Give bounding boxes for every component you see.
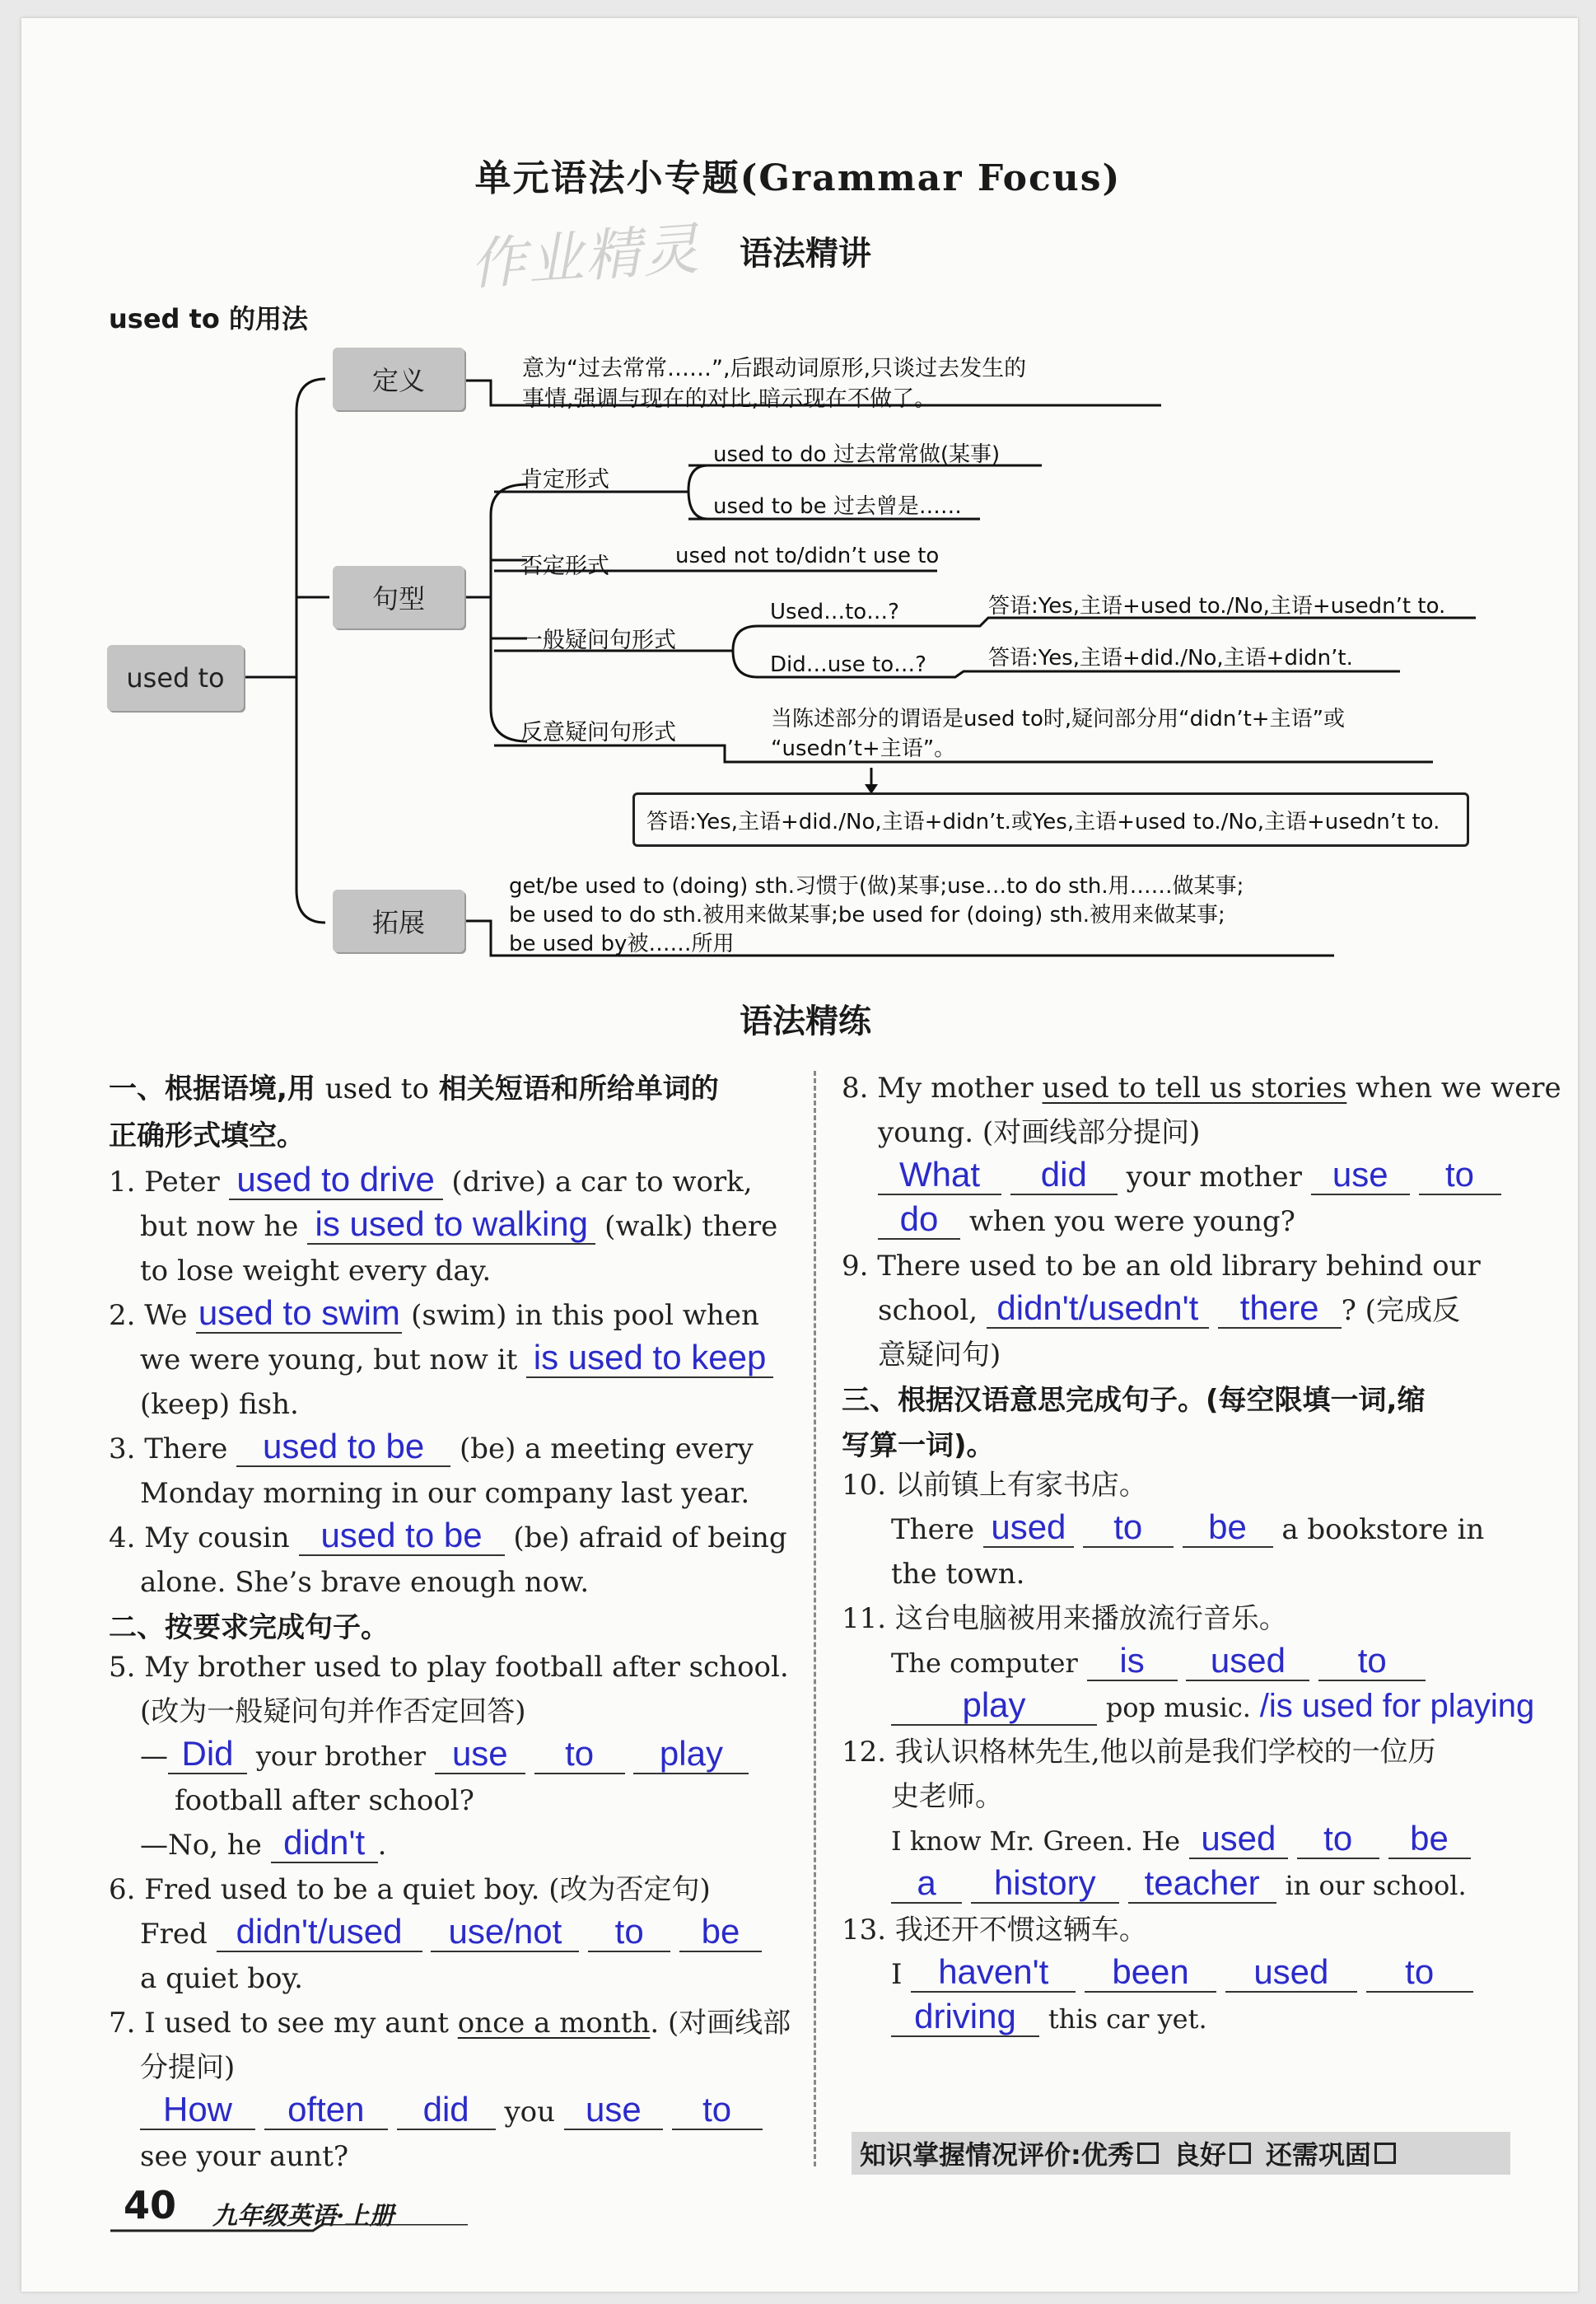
question-8-answer-line-2: do when you were young?	[842, 1199, 1550, 1244]
answer-blank[interactable]: driving	[891, 1998, 1039, 2037]
answer-blank[interactable]: there	[1218, 1289, 1342, 1329]
question-6: 6. Fred used to be a quiet boy. (改为否定句)	[109, 1873, 711, 1906]
answer-blank[interactable]: did	[397, 2091, 496, 2130]
question-4: 4. My cousin used to be (be) afraid of being	[109, 1516, 787, 1554]
definition-line-1: 意为“过去常常……”,后跟动词原形,只谈过去发生的	[522, 356, 1027, 381]
negative-label: 否定形式	[520, 554, 609, 579]
answer-blank[interactable]: be	[1183, 1508, 1273, 1548]
answer-blank[interactable]: to	[1083, 1508, 1174, 1548]
question-12-line-2: 史老师。	[891, 1780, 1003, 1813]
question-8-instruction: young. (对画线部分提问)	[878, 1116, 1201, 1149]
question-11-answer-line-2: play pop music. /is used for playing	[842, 1685, 1550, 1730]
question-12-answer: I know Mr. Green. He used to be	[842, 1819, 1550, 1863]
right-column	[842, 1066, 1561, 2041]
checkbox-needs-work[interactable]	[1374, 2143, 1396, 2164]
question-10: 10. 以前镇上有家书店。	[842, 1469, 1147, 1502]
question-7: 7. I used to see my aunt once a month. (对画线部	[109, 2007, 791, 2040]
question-8-answer: What did your mother use to	[842, 1155, 1550, 1199]
question-5: 5. My brother used to play football after school.	[109, 1651, 789, 1684]
answer-blank[interactable]: to	[534, 1735, 625, 1774]
answer-blank[interactable]: been	[1085, 1953, 1216, 1993]
evaluation-bar: 知识掌握情况评价: 优秀 良好 还需巩固	[852, 2132, 1510, 2175]
answer-blank[interactable]: did	[1010, 1156, 1118, 1195]
extension-line-2: be used to do sth.被用来做某事;be used for (doing) sth.被用来做某事;	[509, 903, 1225, 928]
answer-blank[interactable]: often	[264, 2091, 388, 2130]
answer-blank[interactable]: be	[1388, 1820, 1471, 1859]
question-4-line-2: alone. She’s brave enough now.	[140, 1566, 590, 1599]
definition-line-2: 事情,强调与现在的对比,暗示现在不做了。	[522, 386, 937, 412]
affirm-item-2: used to be 过去曾是……	[713, 494, 962, 519]
question-label: 一般疑问句形式	[520, 628, 676, 653]
tag-question-line-2: “usedn’t+主语”。	[771, 736, 956, 761]
question-7-answer-line-2: see your aunt?	[140, 2140, 349, 2173]
question-6-answer-line-2: a quiet boy.	[140, 1962, 303, 1995]
question-12-answer-line-2: a history teacher in our school.	[842, 1863, 1550, 1908]
question-10-line-2: the town.	[891, 1558, 1025, 1591]
question-1-line-3: to lose weight every day.	[140, 1255, 492, 1288]
question-2-line-3: (keep) fish.	[140, 1388, 299, 1421]
question-5-answer: — Did your brother use to play	[109, 1734, 784, 1778]
answer-blank[interactable]: used to be	[236, 1428, 450, 1467]
page-title: 单元语法小专题(Grammar Focus)	[474, 157, 1122, 199]
question-3-line-2: Monday morning in our company last year.	[140, 1477, 750, 1510]
alternate-answer: /is used for playing	[1259, 1688, 1535, 1724]
extension-line-1: get/be used to (doing) sth.习惯于(做)某事;use…to do sth.用……做某事;	[509, 874, 1244, 899]
question-13: 13. 我还开不惯这辆车。	[842, 1914, 1147, 1946]
tag-question-label: 反意疑问句形式	[520, 720, 676, 745]
question-1-line-2: but now he is used to walking (walk) there	[140, 1204, 778, 1243]
answer-blank[interactable]: is used to walking	[307, 1205, 595, 1245]
part1-title-2: 正确形式填空。	[109, 1119, 305, 1152]
answer-blank[interactable]: didn't	[271, 1824, 378, 1863]
answer-blank[interactable]: used	[983, 1508, 1074, 1548]
question-9-answer: school, didn't/usedn't there ? (完成反	[878, 1288, 1460, 1327]
definition-box: 定义	[333, 348, 464, 410]
negative-item: used not to/didn’t use to	[675, 544, 940, 568]
extension-line-3: be used by被……所用	[509, 932, 735, 956]
answer-blank[interactable]: teacher	[1128, 1864, 1276, 1904]
answer-blank[interactable]: What	[878, 1156, 1001, 1195]
answer-blank[interactable]: How	[140, 2091, 255, 2130]
root-box: used to	[107, 645, 244, 711]
answer-blank[interactable]: is used to keep	[526, 1339, 773, 1378]
page-number: 40	[124, 2183, 177, 2227]
question-11: 11. 这台电脑被用来播放流行音乐。	[842, 1602, 1287, 1635]
mindmap-heading: used to 的用法	[109, 303, 309, 334]
question-5-instruction: (改为一般疑问句并作否定回答)	[140, 1695, 526, 1728]
answer-blank[interactable]: used	[1225, 1953, 1357, 1993]
question-3: 3. There used to be (be) a meeting every	[109, 1427, 754, 1465]
question-answer-1: 答语:Yes,主语+used to./No,主语+usedn’t to.	[988, 594, 1446, 619]
answer-blank[interactable]: to	[672, 2091, 763, 2130]
book-title: 九年级英语·上册	[212, 2202, 394, 2231]
section-heading-explain: 语法精讲	[740, 235, 871, 273]
answer-blank[interactable]: a	[891, 1864, 962, 1904]
question-13-answer: I haven't been used to	[842, 1952, 1550, 1997]
answer-blank[interactable]: use	[564, 2091, 663, 2130]
part3-title: 三、根据汉语意思完成句子。(每空限填一词,缩	[842, 1384, 1426, 1417]
question-6-answer: Fred didn't/used use/not to be	[109, 1912, 784, 1956]
answer-blank[interactable]: Did	[168, 1735, 247, 1774]
question-7-instruction: 分提问)	[140, 2051, 236, 2084]
question-9: 9. There used to be an old library behind our	[842, 1250, 1481, 1283]
tag-question-line-1: 当陈述部分的谓语是used to时,疑问部分用“didn’t+主语”或	[771, 707, 1346, 731]
answer-blank[interactable]: to	[588, 1913, 670, 1952]
question-13-answer-line-2: driving this car yet.	[842, 1997, 1550, 2041]
answer-blank[interactable]: didn't/used	[217, 1913, 422, 1952]
left-column	[109, 1066, 791, 2179]
answer-blank[interactable]: is	[1087, 1642, 1178, 1681]
question-12: 12. 我认识格林先生,他以前是我们学校的一位历	[842, 1736, 1436, 1769]
answer-blank[interactable]: used	[1189, 1820, 1288, 1859]
question-form-2: Did…use to…?	[770, 652, 926, 677]
checkbox-good[interactable]	[1230, 2143, 1251, 2164]
tag-answer-box: 答语:Yes,主语+did./No,主语+didn’t.或Yes,主语+used to./No,主语+usedn’t to.	[632, 792, 1469, 847]
answer-blank[interactable]: do	[878, 1200, 960, 1240]
answer-blank[interactable]: use	[1311, 1156, 1410, 1195]
checkbox-excellent[interactable]	[1137, 2143, 1159, 2164]
question-8: 8. My mother used to tell us stories when we were	[842, 1072, 1561, 1105]
part3-title-2: 写算一词)。	[842, 1429, 995, 1462]
answer-blank[interactable]: play	[891, 1686, 1097, 1726]
affirm-label: 肯定形式	[520, 467, 609, 493]
answer-blank[interactable]: didn't/usedn't	[987, 1289, 1209, 1329]
question-form-1: Used…to…?	[770, 600, 899, 624]
affirm-item-1: used to do 过去常常做(某事)	[713, 442, 1001, 467]
pattern-box: 句型	[333, 566, 464, 629]
answer-blank[interactable]: used to drive	[229, 1161, 443, 1200]
answer-blank[interactable]: history	[971, 1864, 1119, 1904]
question-9-line-3: 意疑问句)	[878, 1339, 1001, 1372]
answer-blank[interactable]: to	[1297, 1820, 1379, 1859]
answer-blank[interactable]: to	[1318, 1642, 1426, 1681]
question-1: 1. Peter used to drive (drive) a car to work,	[109, 1160, 753, 1199]
answer-blank[interactable]: play	[633, 1735, 749, 1774]
question-answer-2: 答语:Yes,主语+did./No,主语+didn’t.	[988, 646, 1353, 671]
answer-blank[interactable]: haven't	[911, 1953, 1076, 1993]
answer-blank[interactable]: use	[435, 1735, 525, 1774]
extension-box: 拓展	[333, 890, 464, 952]
column-divider	[814, 1071, 816, 2166]
section-heading-practice: 语法精练	[740, 1002, 871, 1040]
answer-blank[interactable]: to	[1419, 1156, 1501, 1195]
question-10-answer: There used to be a bookstore in	[891, 1507, 1485, 1546]
answer-blank[interactable]: used to swim	[196, 1294, 402, 1334]
answer-blank[interactable]: use/not	[431, 1913, 579, 1952]
answer-blank[interactable]: to	[1366, 1953, 1473, 1993]
answer-blank[interactable]: used to be	[299, 1517, 505, 1556]
question-5-reply: —No, he didn't .	[140, 1823, 387, 1862]
footer-rule	[107, 2224, 469, 2241]
answer-blank[interactable]: be	[679, 1913, 762, 1952]
question-7-answer: How often did you use to	[109, 2090, 784, 2134]
question-11-answer: The computer is used to	[842, 1641, 1550, 1685]
watermark: 作业精灵	[468, 217, 702, 298]
answer-blank[interactable]: used	[1186, 1642, 1309, 1681]
part2-title: 二、按要求完成句子。	[109, 1611, 389, 1644]
question-5-answer-line-2: football after school?	[175, 1784, 474, 1817]
question-2-line-2: we were young, but now it is used to keep	[109, 1338, 784, 1382]
question-2: 2. We used to swim (swim) in this pool when	[109, 1293, 759, 1332]
part1-title: 一、根据语境,用 used to 相关短语和所给单词的	[109, 1073, 719, 1105]
